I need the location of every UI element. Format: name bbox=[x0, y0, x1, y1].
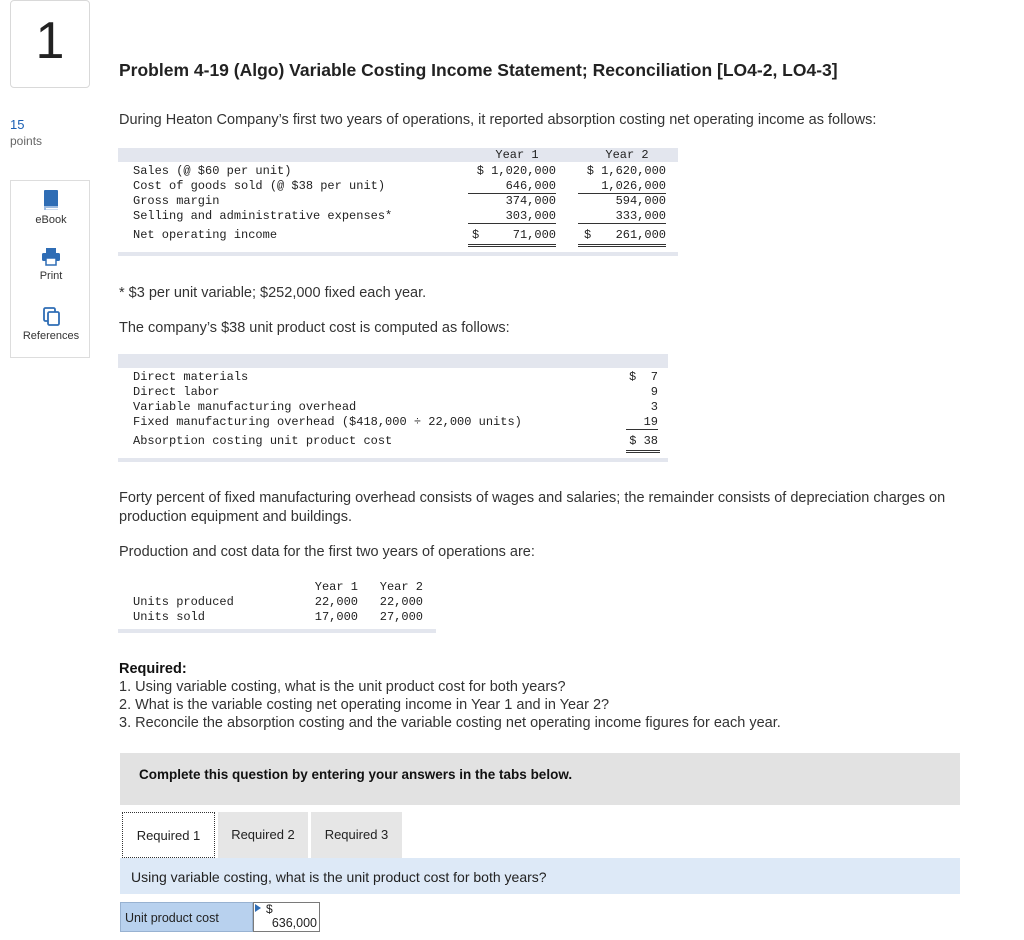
income-row-y2: $ 1,620,000 bbox=[586, 164, 666, 178]
footnote: * $3 per unit variable; $252,000 fixed each year. bbox=[119, 285, 427, 301]
print-label: Print bbox=[39, 270, 63, 282]
unit-cost-row-value: 3 bbox=[650, 400, 658, 414]
unit-cost-total: $ 38 bbox=[629, 434, 658, 448]
production-row-label: Units sold bbox=[133, 610, 206, 624]
unit-cost-table bbox=[118, 354, 668, 466]
unit-cost-row-value: 7 bbox=[650, 370, 658, 384]
printer-icon bbox=[41, 247, 61, 267]
unit-cost-symbol: $ bbox=[629, 370, 637, 384]
unit-cost-row-label: Direct materials bbox=[133, 370, 249, 384]
required-item-1: 1. Using variable costing, what is the unit product cost for both years? bbox=[119, 679, 566, 695]
required-heading: Required: bbox=[119, 661, 187, 677]
income-row-y1: 374,000 bbox=[505, 194, 556, 208]
income-table bbox=[118, 148, 678, 260]
tab-question: Using variable costing, what is the unit product cost for both years? bbox=[120, 858, 960, 894]
answer-label: Unit product cost bbox=[120, 902, 253, 932]
unit-cost-row-label: Absorption costing unit product cost bbox=[133, 434, 393, 448]
unit-product-cost-input[interactable] bbox=[253, 902, 320, 932]
instruction-bar: Complete this question by entering your answers in the tabs below. bbox=[120, 753, 960, 805]
unit-cost-row-value: 19 bbox=[626, 415, 658, 430]
unit-cost-intro: The company’s $38 unit product cost is computed as follows: bbox=[119, 320, 510, 336]
cell-marker-icon bbox=[255, 904, 261, 912]
income-total-y1-symbol: $ bbox=[472, 228, 480, 242]
points-value: 15 bbox=[10, 117, 25, 132]
required-item-3: 3. Reconcile the absorption costing and the variable costing net operating income figures for each year. bbox=[119, 715, 781, 731]
overhead-note: Forty percent of fixed manufacturing overhead consists of wages and salaries; the remainder consists of depreciation charges on production equipment and buildings. bbox=[119, 490, 946, 525]
income-row-label: Sales (@ $60 per unit) bbox=[133, 164, 292, 178]
income-total-y2-symbol: $ bbox=[584, 228, 592, 242]
required-item-2: 2. What is the variable costing net operating income in Year 1 and in Year 2? bbox=[119, 697, 610, 713]
production-row-y2: 22,000 bbox=[379, 595, 423, 609]
production-table bbox=[118, 579, 436, 635]
income-row-label: Net operating income bbox=[133, 228, 278, 242]
references-tool[interactable] bbox=[11, 307, 91, 342]
production-row-label: Units produced bbox=[133, 595, 234, 609]
income-header-year2: Year 2 bbox=[605, 148, 649, 162]
answer-currency: $ bbox=[266, 902, 273, 916]
intro-text: During Heaton Company’s first two years of operations, it reported absorption costing net operating income as follows: bbox=[119, 112, 877, 128]
income-row-y2: 594,000 bbox=[615, 194, 666, 208]
production-row-y1: 22,000 bbox=[314, 595, 358, 609]
unit-cost-row-label: Direct labor bbox=[133, 385, 220, 399]
income-row-label: Gross margin bbox=[133, 194, 220, 208]
production-row-y2: 27,000 bbox=[379, 610, 423, 624]
points-label: points bbox=[10, 134, 43, 148]
ebook-tool[interactable] bbox=[11, 189, 91, 226]
income-row-y2: 333,000 bbox=[578, 209, 666, 224]
income-row-y1: 646,000 bbox=[468, 179, 556, 194]
tab-required-1[interactable]: Required 1 bbox=[122, 812, 215, 858]
unit-cost-row-label: Variable manufacturing overhead bbox=[133, 400, 357, 414]
production-row-y1: 17,000 bbox=[314, 610, 358, 624]
unit-cost-row-label: Fixed manufacturing overhead ($418,000 ÷ 22,000 units) bbox=[133, 415, 522, 429]
income-row-label: Selling and administrative expenses* bbox=[133, 209, 393, 223]
income-row-y2: 1,026,000 bbox=[578, 179, 666, 194]
references-label: References bbox=[22, 330, 80, 342]
production-intro: Production and cost data for the first two years of operations are: bbox=[119, 544, 535, 560]
tools-panel bbox=[10, 180, 90, 358]
income-row-y1: $ 1,020,000 bbox=[476, 164, 556, 178]
copy-icon bbox=[41, 307, 61, 327]
income-row-label: Cost of goods sold (@ $38 per unit) bbox=[133, 179, 386, 193]
production-header-year1: Year 1 bbox=[314, 580, 358, 594]
income-header-year1: Year 1 bbox=[495, 148, 539, 162]
tab-required-3[interactable]: Required 3 bbox=[311, 812, 402, 858]
question-number: 1 bbox=[10, 0, 90, 88]
tab-required-2[interactable]: Required 2 bbox=[218, 812, 308, 858]
production-header-year2: Year 2 bbox=[379, 580, 423, 594]
answer-value[interactable]: 636,000 bbox=[271, 916, 317, 930]
problem-title: Problem 4-19 (Algo) Variable Costing Income Statement; Reconciliation [LO4-2, LO4-3] bbox=[119, 60, 838, 80]
book-icon bbox=[42, 189, 60, 211]
income-row-y1: 303,000 bbox=[468, 209, 556, 224]
unit-cost-row-value: 9 bbox=[650, 385, 658, 399]
income-total-y1: 71,000 bbox=[512, 228, 556, 242]
income-total-y2: 261,000 bbox=[615, 228, 666, 242]
ebook-label: eBook bbox=[35, 214, 67, 226]
print-tool[interactable] bbox=[11, 247, 91, 282]
